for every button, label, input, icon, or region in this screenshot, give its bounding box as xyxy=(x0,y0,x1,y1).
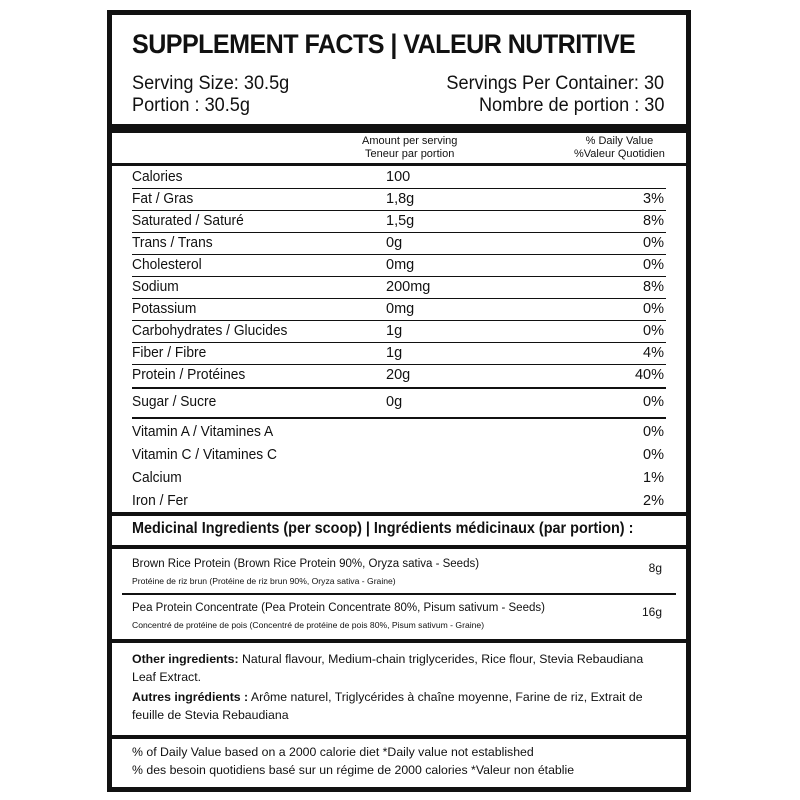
nutrient-amount: 0g xyxy=(386,235,403,251)
ingredient-amount: 16g xyxy=(641,605,662,619)
medicinal-heading: Medicinal Ingredients (per scoop) | Ingrédients médicinaux (par portion) : xyxy=(132,520,634,537)
row-divider xyxy=(132,387,666,389)
vitamin-daily-value: 2% xyxy=(643,493,664,509)
amount-header-fr: Teneur par portion xyxy=(365,148,455,160)
vitamin-divider xyxy=(132,417,666,419)
medicinal-bottom-divider xyxy=(112,545,686,549)
thick-divider xyxy=(112,124,686,133)
nutrient-row xyxy=(132,167,666,188)
nutrient-name: Saturated / Saturé xyxy=(132,213,244,229)
nutrient-name: Sugar / Sucre xyxy=(132,394,217,410)
ingredient-detail-en: (Brown Rice Protein 90%, Oryza sativa - Seeds) xyxy=(230,558,480,570)
nutrient-amount: 1,5g xyxy=(386,213,415,229)
nutrient-daily-value: 0% xyxy=(643,323,664,339)
vitamin-daily-value: 0% xyxy=(643,447,664,463)
ingredient-name-fr: Protéine de riz brun xyxy=(132,576,207,586)
nutrient-name: Fat / Gras xyxy=(132,191,194,207)
nutrient-name: Sodium xyxy=(132,279,179,295)
nutrient-row xyxy=(132,321,666,342)
dv-header-en: % Daily Value xyxy=(585,135,654,147)
nutrient-row xyxy=(132,255,666,276)
other-ingredients-text-fr: Arôme naturel, Triglycérides à chaîne moyenne, Farine de riz, Extrait de feuille de Stevia Rebaudiana xyxy=(132,690,643,722)
other-ingredients-fr xyxy=(132,688,668,724)
nutrient-row xyxy=(132,365,666,386)
nutrient-name: Calories xyxy=(132,169,183,185)
ingredient-name-fr: Concentré de protéine de pois xyxy=(132,620,248,630)
nutrient-name: Protein / Protéines xyxy=(132,367,246,383)
ingredient-detail-en: (Pea Protein Concentrate 80%, Pisum sativum - Seeds) xyxy=(257,602,545,614)
servings-per-container-en: Servings Per Container: 30 xyxy=(446,72,664,94)
vitamin-name: Iron / Fer xyxy=(132,493,188,509)
nutrient-daily-value: 8% xyxy=(643,213,664,229)
nutrient-name: Cholesterol xyxy=(132,257,202,273)
amount-header-en: Amount per serving xyxy=(362,135,458,147)
other-ingredients-text-en: Natural flavour, Medium-chain triglycerides, Rice flour, Stevia Rebaudiana Leaf Extract. xyxy=(132,652,644,684)
vitamin-row xyxy=(132,422,666,443)
supplement-facts-panel xyxy=(107,10,691,792)
vitamin-row xyxy=(132,491,666,512)
nutrient-amount: 0mg xyxy=(386,301,415,317)
nutrient-name: Carbohydrates / Glucides xyxy=(132,323,288,339)
nutrient-row xyxy=(132,233,666,254)
nutrient-daily-value: 4% xyxy=(643,345,664,361)
nutrient-row xyxy=(132,343,666,364)
vitamin-name: Vitamin C / Vitamines C xyxy=(132,447,277,463)
amount-column-header xyxy=(362,135,457,161)
nutrient-amount: 20g xyxy=(386,367,411,383)
nutrient-amount: 100 xyxy=(386,169,411,185)
nutrient-daily-value: 0% xyxy=(643,394,664,410)
nutrient-daily-value: 40% xyxy=(634,367,664,383)
serving-size-en: Serving Size: 30.5g xyxy=(132,72,290,94)
dv-header-fr: %Valeur Quotidien xyxy=(574,148,665,160)
vitamin-name: Calcium xyxy=(132,470,182,486)
nutrient-row xyxy=(132,392,666,413)
vitamin-daily-value: 0% xyxy=(643,424,664,440)
panel-title: SUPPLEMENT FACTS | VALEUR NUTRITIVE xyxy=(132,29,636,59)
nutrient-row xyxy=(132,277,666,298)
other-ingredients-label-en: Other ingredients: xyxy=(132,652,239,666)
header-divider xyxy=(112,163,686,166)
serving-size-fr: Portion : 30.5g xyxy=(132,94,250,116)
nutrient-row xyxy=(132,299,666,320)
nutrient-name: Fiber / Fibre xyxy=(132,345,207,361)
nutrient-amount: 0g xyxy=(386,394,403,410)
nutrient-daily-value: 3% xyxy=(643,191,664,207)
other-ingredients-en xyxy=(132,650,668,686)
vitamin-row xyxy=(132,445,666,466)
nutrient-amount: 1g xyxy=(386,345,403,361)
servings-per-container-fr: Nombre de portion : 30 xyxy=(478,94,664,116)
other-top-divider xyxy=(112,639,686,643)
ingredient-name-en: Brown Rice Protein xyxy=(132,558,231,570)
nutrient-daily-value: 0% xyxy=(643,235,664,251)
nutrient-row xyxy=(132,211,666,232)
nutrient-amount: 200mg xyxy=(386,279,431,295)
ingredient-name-en: Pea Protein Concentrate xyxy=(132,602,258,614)
daily-value-column-header xyxy=(574,135,665,161)
ingredient-detail-fr: (Concentré de protéine de pois 80%, Pisum sativum - Graine) xyxy=(247,620,485,630)
ingredient-detail-fr: (Protéine de riz brun 90%, Oryza sativa - Graine) xyxy=(207,576,396,586)
vitamin-daily-value: 1% xyxy=(643,470,664,486)
nutrient-amount: 1g xyxy=(386,323,403,339)
nutrient-daily-value: 8% xyxy=(643,279,664,295)
nutrient-row xyxy=(132,189,666,210)
other-ingredients-label-fr: Autres ingrédients : xyxy=(132,690,249,704)
footnote-divider xyxy=(112,735,686,739)
ingredient-divider xyxy=(122,593,676,595)
nutrient-daily-value: 0% xyxy=(643,257,664,273)
nutrient-amount: 0mg xyxy=(386,257,415,273)
vitamin-row xyxy=(132,468,666,489)
ingredient-amount: 8g xyxy=(648,561,662,575)
vitamin-name: Vitamin A / Vitamines A xyxy=(132,424,274,440)
footnote-fr: % des besoin quotidiens basé sur un régime de 2000 calories *Valeur non établie xyxy=(132,763,575,777)
nutrient-daily-value: 0% xyxy=(643,301,664,317)
nutrient-name: Trans / Trans xyxy=(132,235,213,251)
nutrient-name: Potassium xyxy=(132,301,197,317)
nutrient-amount: 1,8g xyxy=(386,191,415,207)
footnote-en: % of Daily Value based on a 2000 calorie diet *Daily value not established xyxy=(132,745,534,759)
medicinal-top-divider xyxy=(112,512,686,516)
